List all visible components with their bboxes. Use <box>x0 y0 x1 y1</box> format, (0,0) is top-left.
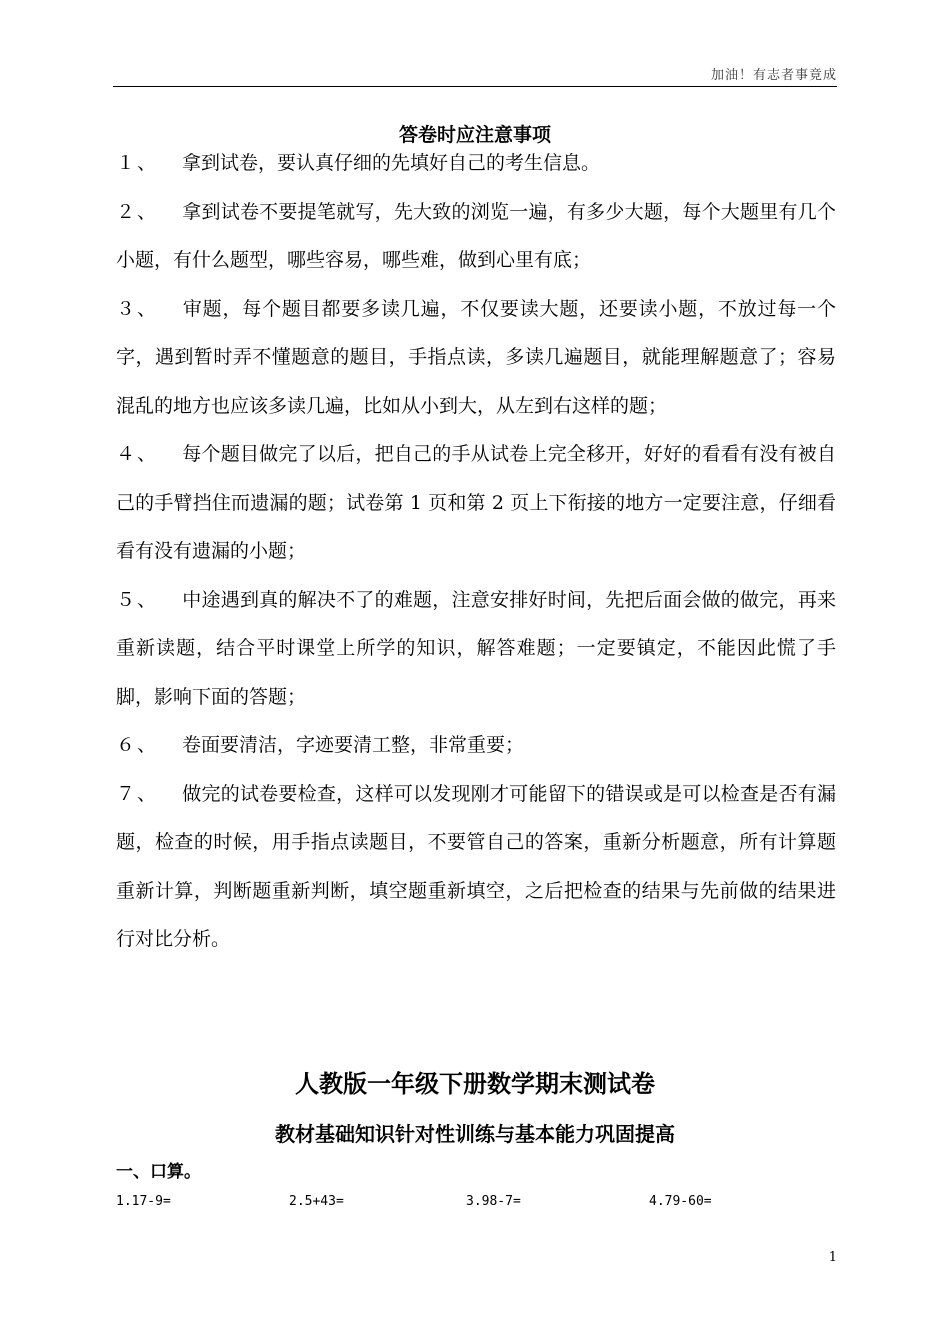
problem-item: 3.98-7= <box>466 1194 521 1209</box>
item-text: 每个题目做完了以后，把自己的手从试卷上完全移开，好好的看看有没有被自己的手臂挡住而遗漏的题；试卷第 1 页和第 2 页上下衔接的地方一定要注意，仔细看看有没有遗漏的小题； <box>116 443 836 562</box>
item-number: ７、 <box>116 782 159 805</box>
notice-item <box>116 285 836 431</box>
item-number: ４、 <box>116 443 159 465</box>
item-text: 拿到试卷不要提笔就写，先大致的浏览一遍，有多少大题，每个大题里有几个小题，有什么题型，哪些容易，哪些难，做到心里有底； <box>116 200 836 271</box>
notice-title: 答卷时应注意事项 <box>398 124 551 146</box>
notice-item <box>116 770 836 964</box>
notice-item <box>116 188 836 285</box>
notice-item <box>116 430 836 576</box>
item-text: 中途遇到真的解决不了的难题，注意安排好时间，先把后面会做的做完，再来重新读题，结合平时课堂上所学的知识，解答难题；一定要镇定，不能因此慌了手脚，影响下面的答题； <box>116 588 836 708</box>
item-number: ２、 <box>116 200 159 223</box>
notice-item <box>116 721 836 770</box>
item-text: 拿到试卷，要认真仔细的先填好自己的考生信息。 <box>182 152 601 174</box>
page-number: 1 <box>828 1250 837 1265</box>
header-divider <box>113 86 837 87</box>
item-number: １、 <box>116 152 159 174</box>
section-heading: 一、口算。 <box>116 1162 201 1182</box>
problem-item: 4.79-60= <box>649 1194 712 1209</box>
item-number: ３、 <box>116 297 159 320</box>
notice-item <box>116 139 836 188</box>
notice-list <box>116 139 836 964</box>
item-text: 卷面要清洁，字迹要清工整，非常重要； <box>182 734 525 756</box>
item-text: 做完的试卷要检查，这样可以发现刚才可能留下的错误或是可以检查是否有漏题，检查的时候，用手指点读题目，不要管自己的答案，重新分析题意，所有计算题重新计算，判断题重新判断，填空题重新填空，之后把检查的结果与先前做的结果进行对比分析。 <box>116 782 836 950</box>
item-number: ５、 <box>116 588 159 611</box>
header-motto: 加油！有志者事竟成 <box>710 68 837 83</box>
item-text: 审题，每个题目都要多读几遍，不仅要读大题，还要读小题，不放过每一个字，遇到暂时弄不懂题意的题目，手指点读，多读几遍题目，就能理解题意了；容易混乱的地方也应该多读几遍，比如从小到大，从左到右这样的题； <box>116 297 836 417</box>
problem-item: 2.5+43= <box>289 1194 344 1209</box>
notice-item <box>116 576 836 722</box>
exam-title: 人教版一年级下册数学期末测试卷 <box>295 1070 655 1098</box>
exam-subtitle: 教材基础知识针对性训练与基本能力巩固提高 <box>275 1122 675 1146</box>
item-number: ６、 <box>116 734 159 756</box>
problem-item: 1.17-9= <box>116 1194 171 1209</box>
